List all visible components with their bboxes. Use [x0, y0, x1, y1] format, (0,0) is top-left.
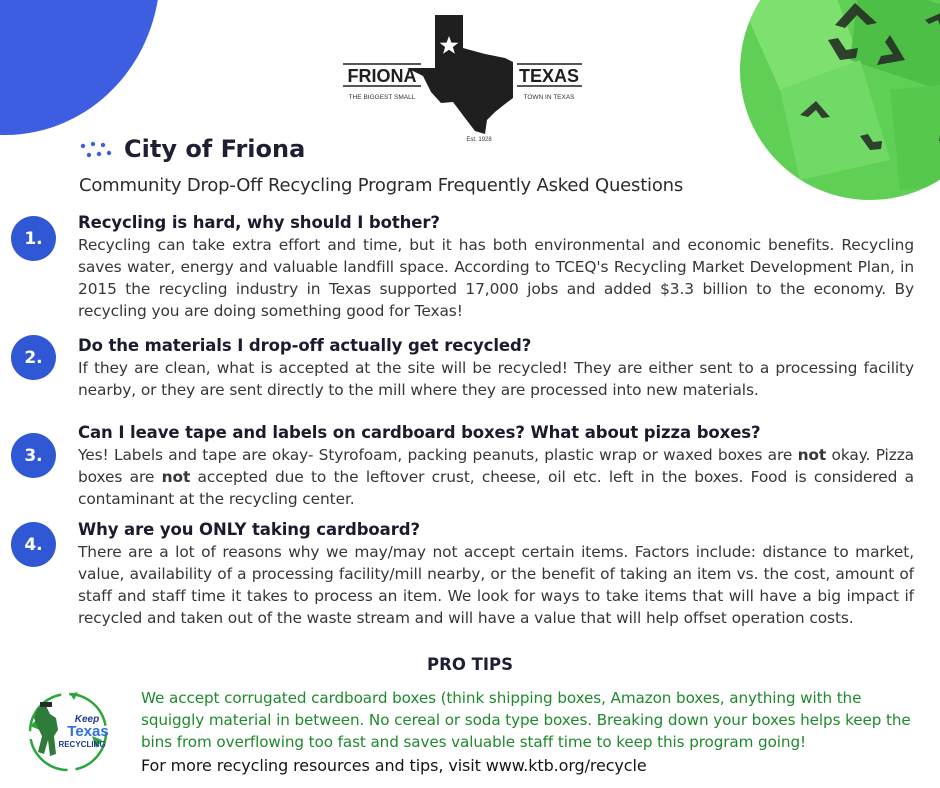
pro-tips-heading: PRO TIPS [427, 655, 513, 674]
dots-icon [80, 141, 112, 161]
brand-right: TEXAS [518, 66, 580, 86]
answer-text: Recycling can take extra effort and time, but it has both environmental and economic benefits. Recycling saves water, energy and valuable landfill space. According to TCEQ's Recycling Market Development Plan, in 2015 the recycling industry in Texas supported 17,000 jobs and added $3.3 billion to the economy. By recycling you are doing something good for Texas! [78, 236, 914, 320]
mascot-figure [34, 706, 58, 756]
ktb-texas: Texas [67, 723, 109, 740]
friona-texas-logo [335, 10, 590, 145]
faq-number-badge: 3. [11, 433, 56, 478]
texas-map-shape [407, 15, 513, 134]
answer-text: okay. Pizza boxes are [78, 446, 915, 486]
faq-number-badge: 4. [11, 522, 56, 567]
faq-number-badge: 1. [11, 216, 56, 261]
faq-item [78, 335, 914, 401]
faq-question: Do the materials I drop-off actually get recycled? [78, 336, 532, 355]
faq-question: Why are you ONLY taking cardboard? [78, 520, 420, 539]
faq-answer [78, 234, 914, 322]
established-year: Est. 1928 [466, 137, 492, 143]
answer-emphasis: not [161, 468, 191, 486]
faq-item [78, 519, 914, 629]
answer-text: accepted due to the leftover crust, cheese, oil etc. left in the boxes. Food is considered a contaminant at the recycling center. [78, 468, 914, 508]
faq-question: Recycling is hard, why should I bother? [78, 213, 440, 232]
faq-answer [78, 444, 914, 510]
answer-emphasis: not [797, 446, 827, 464]
keep-texas-recycling-logo [20, 688, 120, 776]
more-resources-text: For more recycling resources and tips, visit www.ktb.org/recycle [141, 756, 647, 775]
pro-tips-body: We accept corrugated cardboard boxes (think shipping boxes, Amazon boxes, anything with the squiggly material in between. No cereal or soda type boxes. Breaking down your boxes helps keep the bins from overflowing too fast and saves valuable staff time to keep this program going! [141, 689, 911, 751]
faq-answer [78, 541, 914, 629]
page-subtitle: Community Drop-Off Recycling Program Frequently Asked Questions [79, 175, 684, 196]
faq-item [78, 212, 914, 322]
faq-answer [78, 357, 914, 401]
recycling-photo [740, 0, 940, 200]
faq-number-badge: 2. [11, 335, 56, 380]
tagline-left: THE BIGGEST SMALL [348, 94, 416, 101]
answer-text: There are a lot of reasons why we may/may not accept certain items. Factors include: distance to market, value, availability of a processing facility/mill nearby, or the benefit of taking an item vs. the cost, amount of staff and staff time it takes to process an item. We look for ways to take items that will have a big impact if recycled and taken out of the waste stream and will have a value that will help offset operation costs. [78, 543, 914, 627]
ktb-recycling: RECYCLING [58, 740, 106, 749]
page-title: City of Friona [124, 135, 306, 163]
tagline-right: TOWN IN TEXAS [523, 94, 575, 101]
recycling-paper-image [740, 0, 940, 200]
faq-item [78, 422, 914, 510]
answer-text: If they are clean, what is accepted at the site will be recycled! They are either sent to a processing facility nearby, or they are sent directly to the mill where they are processed into new materials. [78, 359, 914, 399]
answer-text: Yes! Labels and tape are okay- Styrofoam, packing peanuts, plastic wrap or waxed boxes are [78, 446, 798, 464]
faq-question: Can I leave tape and labels on cardboard boxes? What about pizza boxes? [78, 423, 761, 442]
brand-left: FRIONA [347, 66, 417, 86]
decorative-blue-circle [0, 0, 160, 135]
ktb-keep: Keep [74, 714, 100, 725]
